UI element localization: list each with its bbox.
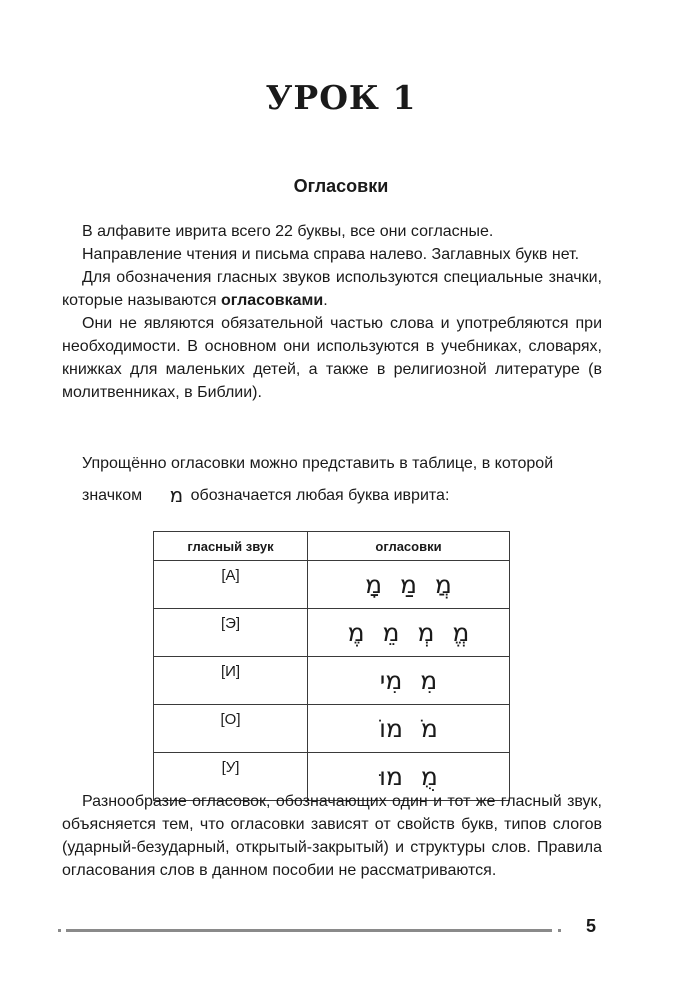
table-header-row [154, 532, 510, 561]
intro-paragraph-3-text: Для обозначения гласных звуков используются специальные значки, которые называются [62, 269, 602, 309]
outro-text [62, 790, 602, 882]
vowel-marks-o: מֹ מוֹ [308, 705, 510, 753]
vowel-marks-i: מִ מִי [308, 657, 510, 705]
term-ogl: огласовками [221, 292, 324, 309]
table-row [154, 609, 510, 657]
vowel-marks-a: מֲ מַ מָ [308, 561, 510, 609]
footer-dot-left [58, 929, 61, 932]
marker-paragraph [62, 484, 602, 507]
intro-paragraph-3-end: . [323, 292, 328, 309]
intro-paragraph-4: Они не являются обязательной частью слова и употребляются при необходимости. В основном они используются в учебниках, словарях, книжках для маленьких детей, а также в религиозной литературе (в молитвенниках, в Библии). [62, 315, 602, 401]
table-row [154, 705, 510, 753]
simplified-line-2 [62, 484, 602, 507]
simplified-paragraph [62, 452, 602, 475]
intro-paragraph-2: Направление чтения и письма справа налево. Заглавных букв нет. [82, 246, 580, 263]
intro-text [62, 220, 602, 404]
vowel-marks-e: מֱ מְ מֵ מֶ [308, 609, 510, 657]
marker-text-after: обозначается любая буква иврита: [190, 487, 450, 504]
marker-text-before: значком [82, 487, 143, 504]
vowel-sound-o: [О] [154, 705, 308, 753]
vowel-sound-e: [Э] [154, 609, 308, 657]
section-title: Огласовки [293, 176, 389, 196]
table-row [154, 657, 510, 705]
page-number: 5 [586, 916, 597, 936]
vowel-table [153, 531, 510, 801]
vowel-sound-a: [А] [154, 561, 308, 609]
vowel-sound-i: [И] [154, 657, 308, 705]
outro-paragraph: Разнообразие огласовок, обозначающих один и тот же гласный звук, объясняется тем, что огласовки зависят от свойств букв, типов слогов (ударный-безударный, открытый-закрытый) и структуры слов. Правила огласования слов в данном пособии не рассматриваются. [62, 793, 602, 879]
footer-rule [66, 929, 552, 932]
vowel-sound-u: [У] [154, 753, 308, 801]
intro-paragraph-3 [62, 266, 602, 312]
mem-letter-glyph: מ [169, 483, 184, 507]
header-vowel-sound: гласный звук [154, 532, 308, 561]
footer-dot-right [558, 929, 561, 932]
lesson-title: УРОК 1 [265, 78, 417, 117]
vowel-marks-u: מֻ מוּ [308, 753, 510, 801]
simplified-line-1: Упрощённо огласовки можно представить в таблице, в которой [82, 455, 554, 472]
intro-paragraph-1: В алфавите иврита всего 22 буквы, все они согласные. [82, 223, 494, 240]
header-vowel-marks: огласовки [308, 532, 510, 561]
table-row [154, 561, 510, 609]
